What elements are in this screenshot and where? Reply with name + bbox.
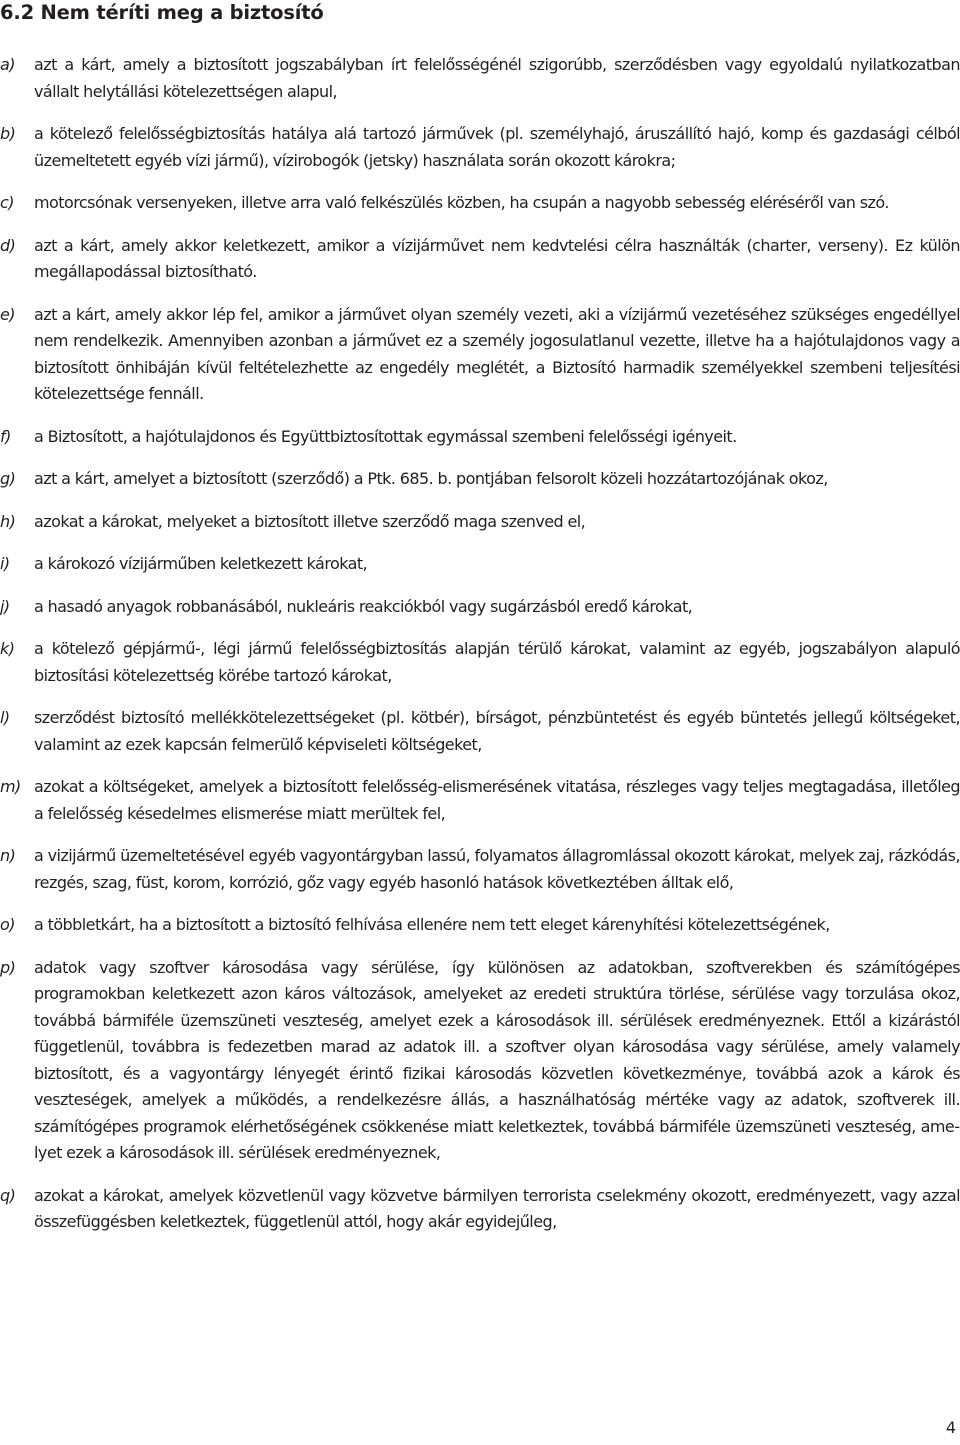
- list-item-marker: e): [0, 304, 15, 324]
- list-item-text: azokat a károkat, melyeket a biztosított illetve szerződő maga szenved el,: [34, 511, 586, 531]
- page-number: 4: [945, 1418, 956, 1437]
- list-item: [0, 705, 960, 758]
- list-item-text: szerződést biztosító mellékkötelezettségeket (pl. kötbér), bírságot, pénzbüntetést és egyéb büntetés jellegű költségeket, valamint az ezek kapcsán felmerülő képviseleti költségeket,: [34, 708, 960, 754]
- list-item-text: a Biztosított, a hajótulajdonos és Együttbiztosítottak egymással szembeni felelősségi igényeit.: [34, 426, 737, 446]
- list-item: [0, 774, 960, 827]
- list-item-marker: h): [0, 511, 16, 531]
- list-item-text: azokat a károkat, amelyek közvetlenül vagy közvetve bármilyen terrorista cselekmény okozott, eredményezett, vagy azzal összefüggésben keletkeztek, függetlenül attól, hogy akár egyidejűleg,: [34, 1185, 960, 1231]
- list-item-text: a többletkárt, ha a biztosított a biztosító felhívása ellenére nem tett eleget kárenyhítési kötelezettségének,: [34, 915, 830, 934]
- list-item: [0, 121, 960, 174]
- list-item: [0, 509, 960, 536]
- list-item-text: a hasadó anyagok robbanásából, nukleáris reakciókból vagy sugárzásból eredő károkat,: [34, 596, 693, 616]
- exclusion-list: [0, 52, 960, 1252]
- list-item-marker: k): [0, 639, 15, 658]
- list-item-marker: i): [0, 554, 10, 573]
- list-item: [0, 466, 960, 493]
- list-item-marker: n): [0, 846, 16, 865]
- list-item-text: azokat a költségeket, amelyek a biztosított felelősség-elismerésének vitatása, részleges vagy teljes megtagadása, illetőleg a felelősség késedelmes elismerése miatt merültek fel,: [34, 777, 960, 823]
- list-item-text: azt a kárt, amely akkor lép fel, amikor a járművet olyan személy vezeti, aki a vízijármű vezetéséhez szükséges engedéllyel nem rendelkezik. Amennyiben azonban a járművet ez a személy jogosulatlanul vezette, illetve ha a hajótulajdonos vagy a biztosított önhibáján kívül feltételezhette az engedély meglétét, a Biztosító harmadik személyekkel szembeni teljesítési kötelezettsége fennáll.: [34, 304, 960, 403]
- list-item-text: azt a kárt, amely a biztosított jogszabályban írt felelősségénél szigorúbb, szerződésben vagy egyoldalú nyilatkozatban vállalt helytállási kötelezettségen alapul,: [34, 55, 960, 101]
- list-item: [0, 302, 960, 408]
- list-item: [0, 424, 960, 451]
- list-item: [0, 636, 960, 689]
- list-item-marker: l): [0, 708, 10, 727]
- list-item-marker: p): [0, 957, 16, 977]
- list-item-marker: j): [0, 596, 10, 616]
- list-item: [0, 551, 960, 578]
- list-item: [0, 843, 960, 896]
- list-item-marker: d): [0, 235, 16, 255]
- list-item-text: azt a kárt, amelyet a biztosított (szerződő) a Ptk. 685. b. pontjában felsorolt közeli hozzátartozójának okoz,: [34, 469, 828, 488]
- list-item-marker: q): [0, 1185, 16, 1205]
- list-item-text: a kötelező gépjármű-, légi jármű felelősségbiztosítás alapján térülő károkat, valamint az egyéb, jogszabályon alapuló biztosítási kötelezettség körébe tartozó károkat,: [34, 639, 960, 685]
- list-item: [0, 594, 960, 621]
- list-item: [0, 912, 960, 939]
- list-item-text: a vizijármű üzemeltetésével egyéb vagyontárgyban lassú, folyamatos állagromlással okozott károkat, melyek zaj, rázkódás, rezgés, szag, füst, korom, korrózió, gőz vagy egyéb hasonló hatások következtében álltak elő,: [34, 846, 960, 892]
- list-item-text: motorcsónak versenyeken, illetve arra való felkészülés közben, ha csupán a nagyobb sebesség eléréséről van szó.: [34, 193, 889, 212]
- list-item-marker: m): [0, 777, 21, 796]
- list-item: [0, 52, 960, 105]
- list-item: [0, 233, 960, 286]
- list-item-marker: o): [0, 915, 15, 934]
- section-heading: 6.2 Nem téríti meg a biztosító: [0, 1, 324, 24]
- list-item-text: azt a kárt, amely akkor keletkezett, amikor a vízijárművet nem kedvtelési célra használták (charter, verseny). Ez külön megállapodással biztosítható.: [34, 235, 960, 281]
- list-item-text: adatok vagy szoftver károsodása vagy sérülése, így különösen az adatokban, szoftverekben és számítógépes programokban keletkezett azon káros változások, amelyeket az eredeti struktúra törlése, sérülése vagy torzulása okoz, továbbá bármiféle üzemszüneti veszteség, amelyet ezek a károsodások ill. sérülések eredményeznek. Ettől a kizárástól függetlenül, továbbra is fedezetben marad az adatok ill. a szoftver olyan károsodása vagy sérülése, amely valamely biztosított, és a vagyontárgy lényegét érintő fizikai károsodás közvetlen következménye, továbbá azok a károk és veszteségek, amelyek a működés, a rendelkezésre állás, a használhatóság mértéke vagy az adatok, szoftverek ill. számítógépes programok elérhetőségének csökkenése miatt keletkeztek, továbbá bármiféle üzemszüneti veszteség, amelyet ezek a károsodások ill. sérülések eredményeznek,: [34, 957, 960, 1162]
- list-item-text: a kötelező felelősségbiztosítás hatálya alá tartozó járművek (pl. személyhajó, áruszállító hajó, komp és gazdasági célból üzemeltetett egyéb vízi jármű), vízirobogók (jetsky) használata során okozott károkra;: [34, 124, 960, 170]
- list-item-text: a károkozó vízijárműben keletkezett károkat,: [34, 554, 368, 573]
- list-item-marker: c): [0, 193, 14, 212]
- list-item-marker: a): [0, 55, 15, 74]
- list-item: [0, 955, 960, 1167]
- list-item-marker: f): [0, 426, 11, 446]
- list-item-marker: g): [0, 469, 16, 488]
- list-item-marker: b): [0, 124, 16, 143]
- list-item: [0, 1183, 960, 1236]
- list-item: [0, 190, 960, 217]
